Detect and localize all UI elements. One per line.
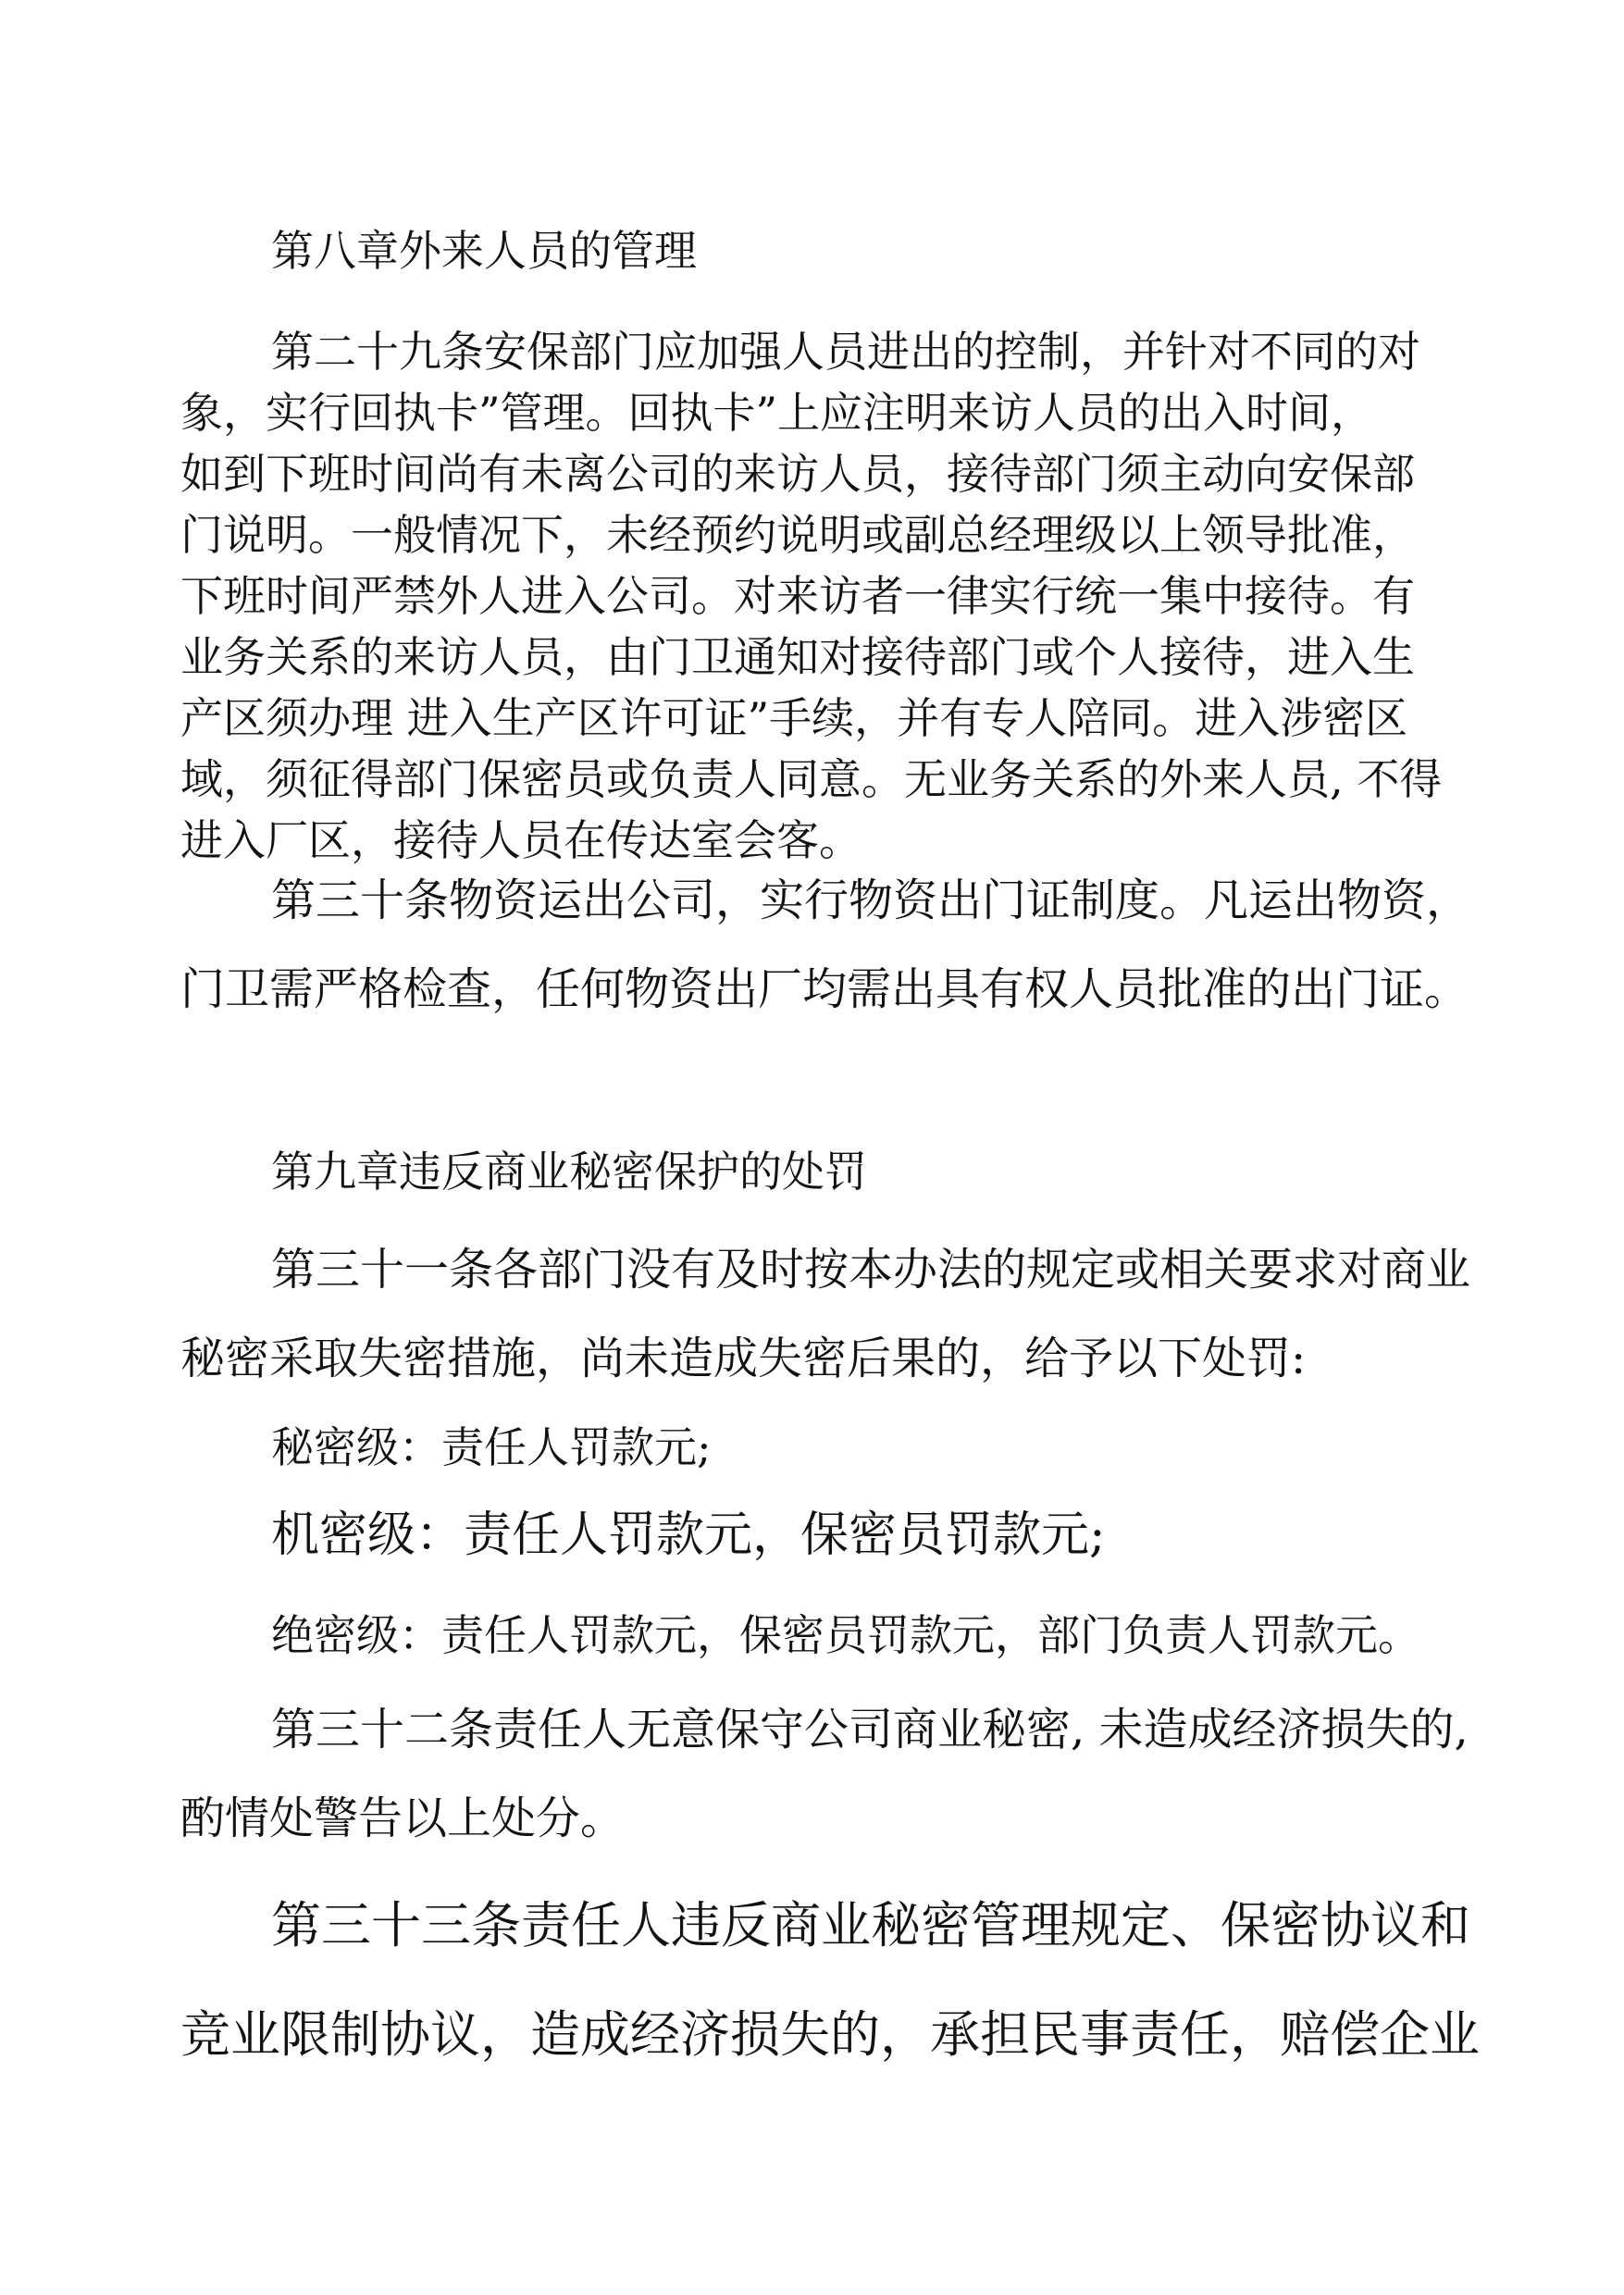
article-29-line: 进入厂区，接待人员在传达室会客。 [180,815,862,865]
article-31-paragraph [180,1225,1471,1403]
article-33-line: 竞业限制协议，造成经济损失的，承担民事责任，赔偿企业 [180,2005,1480,2064]
article-31-line: 第三十一条各部门没有及时按本办法的规定或相关要求对商业 [271,1244,1471,1296]
article-32-line: 第三十二条责任人无意保守公司商业秘密, 未造成经济损失的, [271,1704,1469,1755]
chapter-8-heading-text: 第八章外来人员的管理 [271,226,697,276]
penalty-item-confidential-text: 机密级：责任人罚款元，保密员罚款元; [271,1507,1106,1563]
article-29-line: 象，实行回执卡”管理。回执卡”上应注明来访人员的出入时间， [180,388,1374,438]
article-30-paragraph [180,856,1471,1034]
chapter-9-heading [180,1141,1467,1202]
penalty-item-top-secret-text: 绝密级：责任人罚款元，保密员罚款元，部门负责人罚款元。 [271,1610,1420,1660]
article-29-paragraph [180,321,1467,871]
chapter-9-heading-text: 第九章违反商业秘密保护的处罚 [271,1147,867,1197]
penalty-item-secret [180,1417,1467,1478]
article-30-line: 门卫需严格检查，任何物资出厂均需出具有权人员批准的出门证。 [180,963,1469,1015]
article-32-paragraph [180,1685,1467,1863]
article-33-line: 第三十三条责任人违反商业秘密管理规定、保密协议和 [271,1896,1470,1954]
article-29-line: 产区须办理 进入生产区许可证”手续，并有专人陪同。进入涉密区 [180,693,1408,743]
article-30-line: 第三十条物资运出公司，实行物资出门证制度。凡运出物资， [271,875,1471,926]
article-29-line: 第二十九条安保部门应加强人员进出的控制，并针对不同的对 [271,327,1420,377]
chapter-8-heading [180,220,1467,281]
penalty-item-confidential [180,1497,1467,1573]
penalty-item-top-secret [180,1605,1467,1666]
article-29-line: 域，须征得部门保密员或负责人同意。无业务关系的外来人员, 不得 [180,754,1443,804]
article-29-line: 业务关系的来访人员，由门卫通知对接待部门或个人接待，进入生 [180,632,1415,682]
penalty-item-secret-text: 秘密级：责任人罚款元; [271,1422,712,1472]
article-32-line: 酌情处警告以上处分。 [180,1793,626,1844]
article-29-line: 如到下班时间尚有未离公司的来访人员，接待部门须主动向安保部 [180,449,1415,499]
article-29-line: 下班时间严禁外人进入公司。对来访者一律实行统一集中接待。有 [180,571,1415,621]
article-31-line: 秘密采取失密措施，尚未造成失密后果的，给予以下处罚: [180,1333,1307,1384]
article-33-paragraph [180,1871,1480,2090]
article-29-line: 门说明。一般情况下，未经预约说明或副总经理级以上领导批准， [180,510,1415,560]
